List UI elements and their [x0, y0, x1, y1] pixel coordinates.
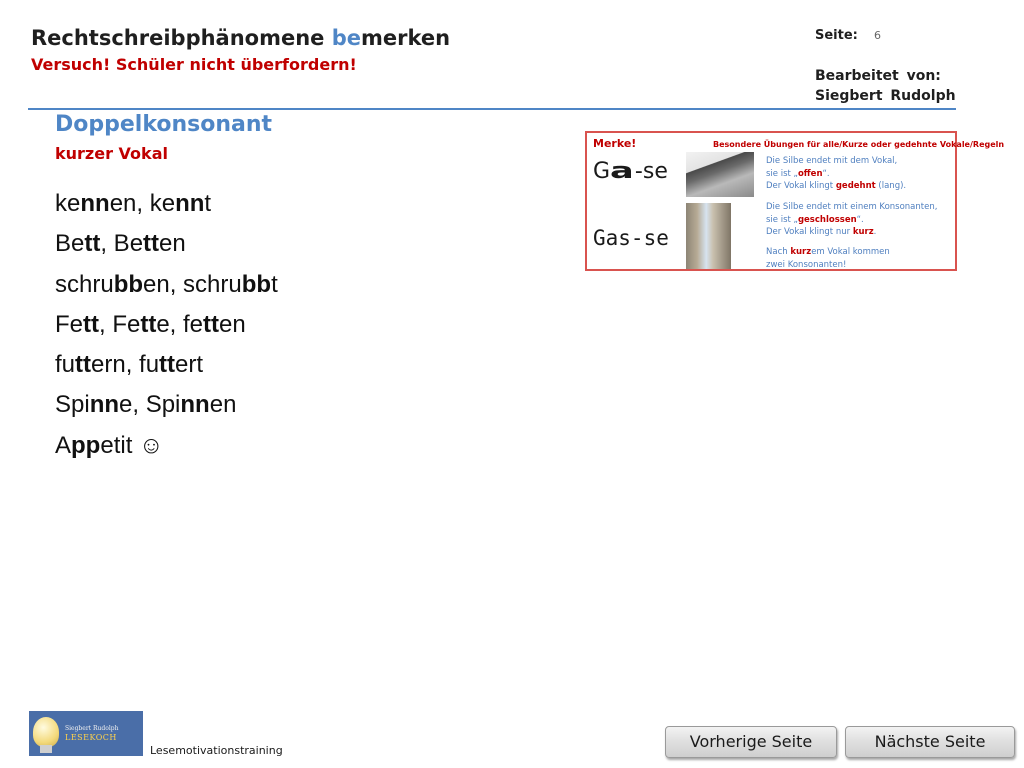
editor-info: [815, 66, 956, 106]
word-segment: en, ke: [109, 190, 176, 217]
word-segment: ern, fu: [91, 351, 160, 379]
word-list-item: [55, 345, 278, 385]
title-highlight: be: [331, 26, 362, 50]
word-segment: ke: [55, 190, 81, 217]
double-consonant: nn: [175, 190, 205, 217]
open-word-g: G: [593, 159, 611, 184]
lightbulb-logo-icon: [33, 717, 59, 747]
open-word-rest: -se: [634, 159, 668, 184]
word-list: [55, 184, 278, 466]
double-consonant: pp: [71, 431, 101, 459]
merke-heading: Besondere Übungen für alle/Kurze oder gedehnte Vokale/Regeln: [713, 140, 1005, 149]
double-consonant: nn: [80, 190, 110, 217]
open-text-line: Die Silbe endet mit dem Vokal,: [766, 156, 898, 166]
merke-title: Merke!: [593, 137, 637, 150]
word-segment: e, fe: [156, 310, 204, 338]
word-segment: en: [219, 310, 246, 338]
word-segment: etit ☺: [100, 431, 164, 459]
rule-text: [766, 246, 890, 271]
page-subtitle: Versuch! Schüler nicht überfordern!: [31, 55, 357, 74]
lesekoch-logo[interactable]: [29, 711, 143, 756]
section-subtitle: kurzer Vokal: [55, 144, 168, 163]
double-consonant: bb: [113, 270, 144, 298]
double-consonant: tt: [84, 230, 101, 258]
open-word-stretched-a: a: [610, 159, 634, 184]
page-number: 6: [874, 29, 881, 42]
open-text-line: sie ist „offen“.: [766, 168, 830, 179]
double-consonant: bb: [241, 270, 272, 298]
open-syllable-word: [593, 159, 668, 184]
word-segment: , Be: [100, 230, 144, 258]
next-page-button[interactable]: Nächste Seite: [845, 726, 1015, 758]
double-consonant: tt: [203, 310, 220, 338]
footer-label: Lesemotivationstraining: [150, 744, 283, 757]
word-segment: en: [209, 391, 237, 419]
merke-keyword: geschlossen: [797, 214, 857, 225]
double-consonant: tt: [83, 310, 99, 338]
header-divider: [28, 108, 956, 110]
word-segment: en, schru: [143, 270, 242, 298]
merke-box: [585, 131, 1005, 271]
word-segment: en: [159, 230, 186, 258]
word-list-item: [55, 265, 278, 305]
double-consonant: nn: [180, 391, 210, 419]
word-segment: , Fe: [99, 310, 141, 338]
page-title: [31, 26, 450, 50]
title-text-end: merken: [361, 26, 451, 50]
word-list-item: [55, 385, 278, 425]
word-segment: ert: [175, 351, 204, 379]
closed-text-line: sie ist „geschlossen“.: [766, 214, 864, 225]
editor-label: Bearbeitet von:: [815, 68, 941, 84]
word-list-item: [55, 184, 278, 224]
word-segment: schru: [55, 270, 114, 298]
word-segment: t: [271, 270, 278, 298]
open-text-line: Der Vokal klingt gedehnt (lang).: [766, 181, 907, 191]
lightbulb-base: [40, 745, 52, 753]
rule-text-line: Nach kurzem Vokal kommen: [766, 247, 890, 257]
word-segment: Spi: [55, 391, 90, 419]
word-list-item: [55, 426, 278, 466]
logo-brand: LESEKOCH: [65, 733, 117, 742]
closed-syllable-word: Gas-se: [593, 226, 669, 250]
rule-text-line: zwei Konsonanten!: [766, 259, 847, 270]
section-title: Doppelkonsonant: [55, 112, 273, 137]
word-segment: e, Spi: [119, 391, 181, 419]
closed-syllable-text: [766, 201, 937, 239]
word-list-item: [55, 305, 278, 345]
word-segment: A: [55, 431, 72, 459]
car-exhaust-image: [686, 152, 754, 197]
logo-author: Siegbert Rudolph: [65, 725, 119, 732]
word-segment: fu: [55, 351, 76, 379]
editor-name: Siegbert Rudolph: [815, 88, 956, 104]
double-consonant: tt: [75, 351, 91, 379]
page-label: Seite:: [815, 28, 858, 43]
narrow-alley-image: [686, 203, 731, 269]
double-consonant: nn: [89, 391, 120, 419]
word-list-item: [55, 224, 278, 264]
merke-keyword: gedehnt: [835, 181, 876, 191]
merke-keyword: kurz: [852, 227, 874, 237]
word-segment: Be: [55, 230, 85, 258]
word-segment: t: [204, 190, 212, 217]
double-consonant: tt: [159, 351, 176, 379]
merke-keyword: offen: [797, 168, 823, 179]
double-consonant: tt: [140, 310, 157, 338]
previous-page-button[interactable]: Vorherige Seite: [665, 726, 837, 758]
word-segment: Fe: [55, 310, 84, 338]
title-text: Rechtschreibphänomene: [31, 26, 332, 50]
double-consonant: tt: [143, 230, 160, 258]
merke-keyword: kurz: [790, 247, 812, 257]
open-syllable-text: [766, 155, 906, 193]
closed-text-line: Der Vokal klingt nur kurz.: [766, 227, 877, 237]
closed-text-line: Die Silbe endet mit einem Konsonanten,: [766, 202, 938, 212]
